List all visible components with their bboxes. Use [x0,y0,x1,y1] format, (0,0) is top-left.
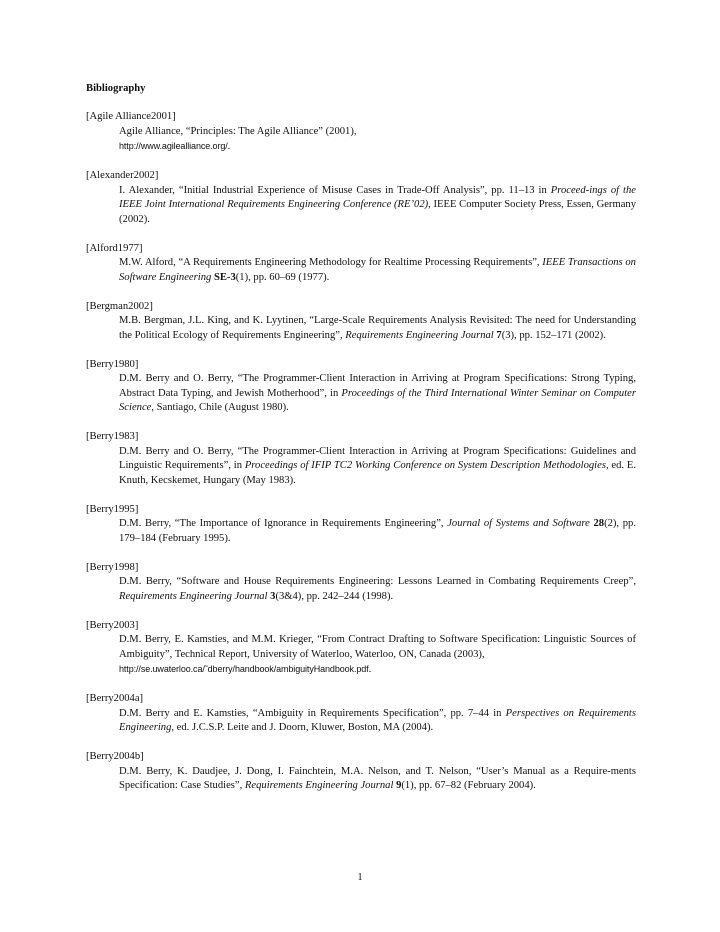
citation-title: IEEE Transactions on Software Engineering [119,257,636,283]
citation-text: D.M. Berry, “Software and House Requirements Engineering: Lessons Learned in Combating Requirements Creep”, [119,576,636,587]
citation-title: Requirements Engineering Journal [244,780,394,791]
citation-text: (2), pp. 179–184 (February 1995). [119,518,636,544]
bib-citation [119,517,636,546]
bib-key: [Berry1980] [86,358,139,370]
bib-citation [119,445,636,489]
bib-entry [86,169,636,227]
citation-volume: 3 [270,590,276,602]
bib-entry [86,619,636,678]
citation-text: , ed. J.C.S.P. Leite and J. Doorn, Kluwer, Boston, MA (2004). [171,722,434,733]
citation-text: D.M. Berry, “The Importance of Ignorance in Requirements Engineering”, [119,518,448,529]
bibliography-page [86,82,636,808]
citation-text: , Santiago, Chile (August 1980). [151,402,289,413]
bib-key: [Berry2004a] [86,693,144,704]
bib-key: [Agile Alliance2001] [86,111,176,122]
bib-key: [Berry1995] [86,503,139,515]
bib-entry [86,561,636,605]
citation-text: (3), pp. 152–171 (2002). [501,329,606,341]
bib-citation [119,125,636,155]
citation-text: . [368,664,372,675]
bib-citation [119,707,636,736]
bib-citation [119,575,636,604]
bib-citation [119,765,636,794]
bib-citation [119,372,636,416]
citation-title: Proceedings of the Third International Winter Seminar on Computer Science [119,387,636,413]
citation-title: Requirements Engineering Journal [345,329,494,341]
citation-text: D.M. Berry and O. Berry, “The Programmer-Client Interaction in Arriving at Program Specifications: Strong Typing, Abstract Data Typing, and Jewish Motherhood”, in [119,373,636,399]
citation-text: D.M. Berry and E. Kamsties, “Ambiguity in Requirements Specification”, pp. 7–44 in [119,707,506,719]
citation-title: Requirements Engineering Journal [119,590,268,602]
citation-text: . [227,141,231,152]
citation-url: http://www.agilealliance.org/ [119,141,228,151]
citation-volume: 7 [496,329,502,341]
bib-entry [86,750,636,794]
bib-entry [86,300,636,344]
bib-entry [86,692,636,736]
bib-entry [86,430,636,488]
bib-citation [119,256,636,285]
citation-title: Journal of Systems and Software [447,518,590,529]
citation-text: Agile Alliance, “Principles: The Agile Alliance” (2001), [119,125,357,137]
bib-entry [86,110,636,155]
page-number: 1 [357,872,363,883]
citation-text: D.M. Berry, K. Daudjee, J. Dong, I. Fainchtein, M.A. Nelson, and T. Nelson, “User’s Manual as a Require-ments Specification: Case Studies”, [119,765,636,791]
bibliography-list [86,110,636,794]
bib-key: [Berry2003] [86,619,139,631]
citation-volume: 28 [593,518,605,529]
bib-key: [Berry1998] [86,561,139,573]
citation-text: M.W. Alford, “A Requirements Engineering Methodology for Realtime Processing Requirements”, [119,257,543,268]
bib-citation [119,633,636,678]
bib-entry [86,358,636,416]
bib-key: [Alexander2002] [86,170,159,181]
citation-text: M.B. Bergman, J.L. King, and K. Lyytinen, “Large-Scale Requirements Analysis Revisited: The need for Understanding the Political Ecology of Requirements Engineering”, [119,315,636,341]
citation-volume: SE-3 [213,271,236,283]
citation-text: , ed. E. Knuth, Kecskemet, Hungary (May 1983). [119,460,636,486]
citation-url: http://se.uwaterloo.ca/˜dberry/handbook/ambiguityHandbook.pdf [119,664,369,674]
citation-text: (3&4), pp. 242–244 (1998). [275,590,394,602]
citation-text: I. Alexander, “Initial Industrial Experience of Misuse Cases in Trade-Off Analysis”, pp. 11–13 in [119,184,551,196]
citation-title: Perspectives on Requirements Engineering [119,707,636,733]
citation-title: Proceed-ings of the IEEE Joint International Requirements Engineering Conference (RE’02) [119,184,636,210]
page-heading: Bibliography [86,83,146,94]
bib-key: [Berry2004b] [86,751,144,762]
bib-citation [119,314,636,343]
bib-key: [Bergman2002] [86,300,153,312]
bib-citation [119,184,636,228]
citation-text: D.M. Berry and O. Berry, “The Programmer-Client Interaction in Arriving at Program Specifications: Guidelines and Linguistic Requirements”, in [119,445,636,471]
bib-entry [86,503,636,547]
citation-text: (1), pp. 60–69 (1977). [235,271,330,283]
citation-volume: 9 [396,780,402,791]
bib-entry [86,242,636,286]
citation-text: (1), pp. 67–82 (February 2004). [401,780,536,791]
bib-key: [Berry1983] [86,431,139,442]
bib-key: [Alford1977] [86,242,143,254]
citation-text: D.M. Berry, E. Kamsties, and M.M. Krieger, “From Contract Drafting to Software Specification: Linguistic Sources of Ambiguity”, Technical Report, University of Waterloo, Waterloo, ON, Canada (2003), [119,634,636,660]
citation-text: , IEEE Computer Society Press, Essen, Germany (2002). [119,199,636,225]
citation-title: Proceedings of IFIP TC2 Working Conference on System Description Methodologies [244,460,606,471]
